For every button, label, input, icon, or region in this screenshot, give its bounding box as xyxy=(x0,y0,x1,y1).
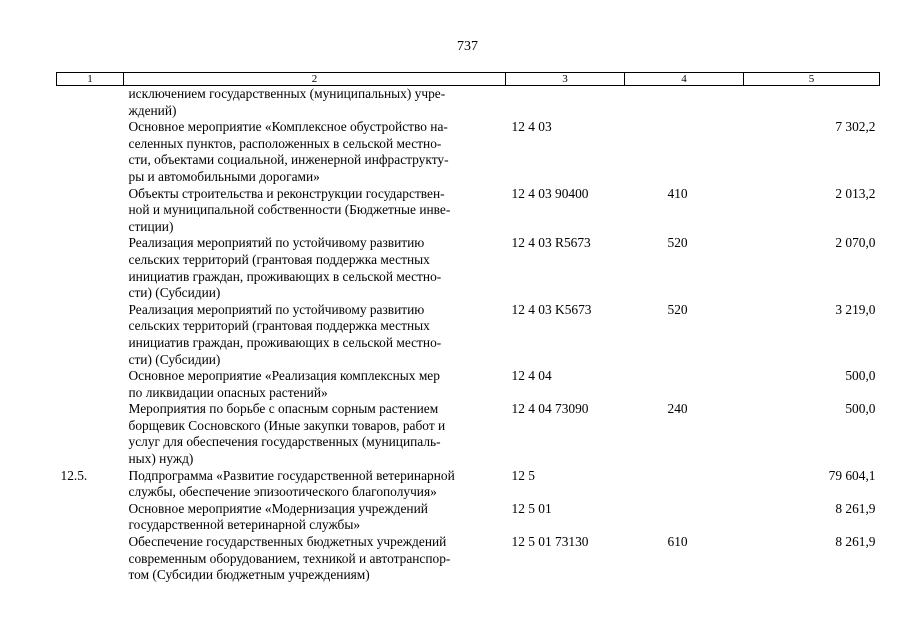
row-expense-type: 610 xyxy=(667,534,688,550)
row-name xyxy=(124,468,506,501)
table-header xyxy=(57,73,880,86)
row-expense-type xyxy=(625,368,744,401)
row-expense-type: 520 xyxy=(667,235,688,251)
row-expense-type xyxy=(625,501,744,534)
table-row xyxy=(57,302,880,368)
row-name-line: инициатив граждан, проживающих в сельской местно- xyxy=(128,268,442,284)
row-name-line: селенных пунктов, расположенных в сельской местно- xyxy=(128,135,442,151)
row-expense-type: 410 xyxy=(667,185,688,201)
row-code xyxy=(506,86,625,120)
row-code: 12 4 03 90400 xyxy=(511,185,589,201)
row-name-line: современным оборудованием, техникой и автотранспор- xyxy=(128,550,451,566)
row-name-line: стиции) xyxy=(128,218,174,234)
row-name-line: исключением государственных (муниципальных) учре- xyxy=(128,86,446,101)
row-name-line: Реализация мероприятий по устойчивому развитию xyxy=(128,235,425,251)
table-row xyxy=(57,235,880,301)
row-name-line: Подпрограмма «Развитие государственной ветеринарной xyxy=(128,467,455,483)
row-name-line: Объекты строительства и реконструкции государствен- xyxy=(128,185,445,201)
row-number xyxy=(57,501,124,534)
row-code: 12 5 xyxy=(511,467,535,483)
row-name-line: сти) (Субсидии) xyxy=(128,285,221,301)
row-code: 12 4 03 K5673 xyxy=(511,301,592,317)
row-name-line: Основное мероприятие «Реализация комплексных мер xyxy=(128,368,440,384)
row-name-line: сти, объектами социальной, инженерной инфраструкту- xyxy=(128,152,449,168)
row-name-line: ной и муниципальной собственности (Бюджетные инве- xyxy=(128,202,451,218)
row-name-line: ных) нужд) xyxy=(128,451,194,467)
row-name-line: том (Субсидии бюджетным учреждениям) xyxy=(128,567,370,583)
row-number xyxy=(57,302,124,368)
row-code: 12 4 03 xyxy=(511,119,552,135)
row-code: 12 4 04 xyxy=(511,368,552,384)
row-name-line: по ликвидации опасных растений» xyxy=(128,384,328,400)
row-name-line: сти) (Субсидии) xyxy=(128,351,221,367)
header-col-4: 4 xyxy=(625,73,744,86)
header-col-3: 3 xyxy=(506,73,625,86)
row-name-line: Мероприятия по борьбе с опасным сорным растением xyxy=(128,401,439,417)
row-name-line: сельских территорий (грантовая поддержка местных xyxy=(128,318,430,334)
row-number xyxy=(57,368,124,401)
table-body xyxy=(57,86,880,584)
row-name xyxy=(124,186,506,236)
row-name-line: Реализация мероприятий по устойчивому развитию xyxy=(128,301,425,317)
row-name xyxy=(124,235,506,301)
row-number xyxy=(57,401,124,467)
row-number xyxy=(57,86,124,120)
budget-table xyxy=(56,72,880,584)
row-name-line: Обеспечение государственных бюджетных учреждений xyxy=(128,534,447,550)
row-number xyxy=(57,186,124,236)
header-col-1: 1 xyxy=(57,73,124,86)
row-code: 12 4 03 R5673 xyxy=(511,235,591,251)
row-number xyxy=(57,534,124,584)
table-row xyxy=(57,534,880,584)
row-amount: 500,0 xyxy=(845,401,876,417)
header-col-5: 5 xyxy=(744,73,880,86)
page-number: 737 xyxy=(457,39,478,54)
row-amount xyxy=(744,86,880,120)
table-row xyxy=(57,119,880,185)
table-row xyxy=(57,401,880,467)
table-row xyxy=(57,186,880,236)
row-code: 12 5 01 73130 xyxy=(511,534,589,550)
table-row xyxy=(57,501,880,534)
row-name-line: Основное мероприятие «Комплексное обустройство на- xyxy=(128,119,448,135)
row-expense-type: 520 xyxy=(667,301,688,317)
row-expense-type xyxy=(625,86,744,120)
row-number xyxy=(57,119,124,185)
table-row xyxy=(57,468,880,501)
table-row xyxy=(57,86,880,120)
header-col-2: 2 xyxy=(124,73,506,86)
row-amount: 3 219,0 xyxy=(835,301,876,317)
row-name-line: Основное мероприятие «Модернизация учреждений xyxy=(128,500,428,516)
row-amount: 8 261,9 xyxy=(835,534,876,550)
row-expense-type xyxy=(625,119,744,185)
row-number xyxy=(57,235,124,301)
row-amount: 79 604,1 xyxy=(828,467,876,483)
row-name xyxy=(124,501,506,534)
row-name xyxy=(124,368,506,401)
row-code: 12 4 04 73090 xyxy=(511,401,589,417)
row-code: 12 5 01 xyxy=(511,500,552,516)
row-name xyxy=(124,119,506,185)
row-expense-type: 240 xyxy=(667,401,688,417)
row-name-line: службы, обеспечение эпизоотического благополучия» xyxy=(128,484,437,500)
row-name xyxy=(124,302,506,368)
row-name xyxy=(124,534,506,584)
row-number: 12.5. xyxy=(60,467,88,483)
row-name-line: ждений) xyxy=(128,102,177,118)
header-row xyxy=(57,73,880,86)
row-expense-type xyxy=(625,468,744,501)
row-name-line: услуг для обеспечения государственных (муниципаль- xyxy=(128,434,441,450)
row-name xyxy=(124,86,506,120)
row-name-line: сельских территорий (грантовая поддержка местных xyxy=(128,251,430,267)
row-name-line: борщевик Сосновского (Иные закупки товаров, работ и xyxy=(128,417,446,433)
row-amount: 2 013,2 xyxy=(835,185,876,201)
row-amount: 2 070,0 xyxy=(835,235,876,251)
row-amount: 500,0 xyxy=(845,368,876,384)
row-amount: 7 302,2 xyxy=(835,119,876,135)
row-name-line: инициатив граждан, проживающих в сельской местно- xyxy=(128,334,442,350)
row-amount: 8 261,9 xyxy=(835,500,876,516)
row-name-line: государственной ветеринарной службы» xyxy=(128,517,361,533)
row-name-line: ры и автомобильными дорогами» xyxy=(128,168,320,184)
row-name xyxy=(124,401,506,467)
table-row xyxy=(57,368,880,401)
